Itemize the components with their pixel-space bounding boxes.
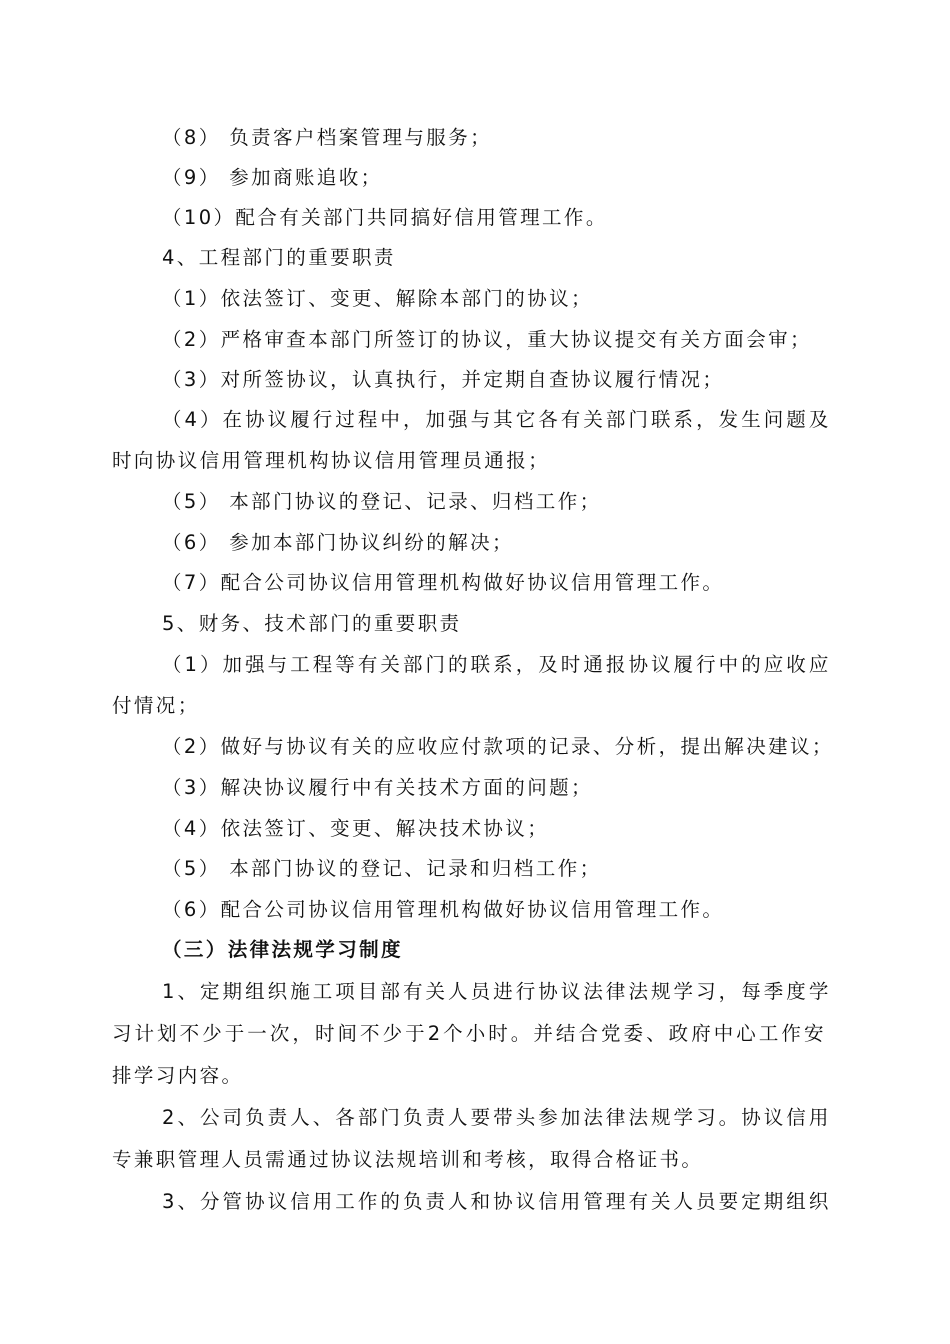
- finance-item-3: （3）解决协议履行中有关技术方面的问题；: [162, 776, 593, 799]
- legal-study-para-2-line-2: 专兼职管理人员需通过协议法规培训和考核，取得合格证书。: [112, 1148, 704, 1171]
- legal-study-para-1-line-3: 排学习内容。: [112, 1064, 244, 1087]
- section-heading-engineering: 4、工程部门的重要职责: [162, 246, 396, 269]
- legal-study-para-1: 1、定期组织施工项目部有关人员进行协议法律法规学习，每季度学: [162, 980, 832, 1003]
- list-item-9: （9） 参加商账追收；: [162, 166, 383, 189]
- engineering-item-3: （3）对所签协议，认真执行，并定期自查协议履行情况；: [162, 368, 725, 391]
- engineering-item-1: （1）依法签订、变更、解除本部门的协议；: [162, 287, 593, 310]
- finance-item-6: （6）配合公司协议信用管理机构做好协议信用管理工作。: [162, 898, 725, 921]
- section-heading-finance: 5、财务、技术部门的重要职责: [162, 612, 462, 635]
- finance-item-1: （1）加强与工程等有关部门的联系，及时通报协议履行中的应收应: [162, 653, 832, 676]
- engineering-item-2: （2）严格审查本部门所签订的协议，重大协议提交有关方面会审；: [162, 328, 812, 351]
- legal-study-para-3: 3、分管协议信用工作的负责人和协议信用管理有关人员要定期组织: [162, 1190, 832, 1213]
- finance-item-1-cont: 付情况；: [112, 694, 200, 717]
- legal-study-para-2: 2、公司负责人、各部门负责人要带头参加法律法规学习。协议信用: [162, 1106, 832, 1129]
- finance-item-5: （5） 本部门协议的登记、记录和归档工作；: [162, 857, 602, 880]
- engineering-item-6: （6） 参加本部门协议纠纷的解决；: [162, 531, 514, 554]
- engineering-item-7: （7）配合公司协议信用管理机构做好协议信用管理工作。: [162, 571, 725, 594]
- section-heading-legal-study: （三）法律法规学习制度: [162, 938, 403, 961]
- finance-item-4: （4）依法签订、变更、解决技术协议；: [162, 817, 550, 840]
- list-item-10: （10）配合有关部门共同搞好信用管理工作。: [162, 206, 608, 229]
- engineering-item-4-cont: 时向协议信用管理机构协议信用管理员通报；: [112, 449, 551, 472]
- list-item-8: （8） 负责客户档案管理与服务；: [162, 126, 493, 149]
- legal-study-para-1-line-2: 习计划不少于一次，时间不少于2个小时。并结合党委、政府中心工作安: [112, 1022, 827, 1045]
- engineering-item-5: （5） 本部门协议的登记、记录、归档工作；: [162, 490, 602, 513]
- engineering-item-4: （4）在协议履行过程中，加强与其它各有关部门联系，发生问题及: [162, 408, 832, 431]
- finance-item-2: （2）做好与协议有关的应收应付款项的记录、分析，提出解决建议；: [162, 735, 834, 758]
